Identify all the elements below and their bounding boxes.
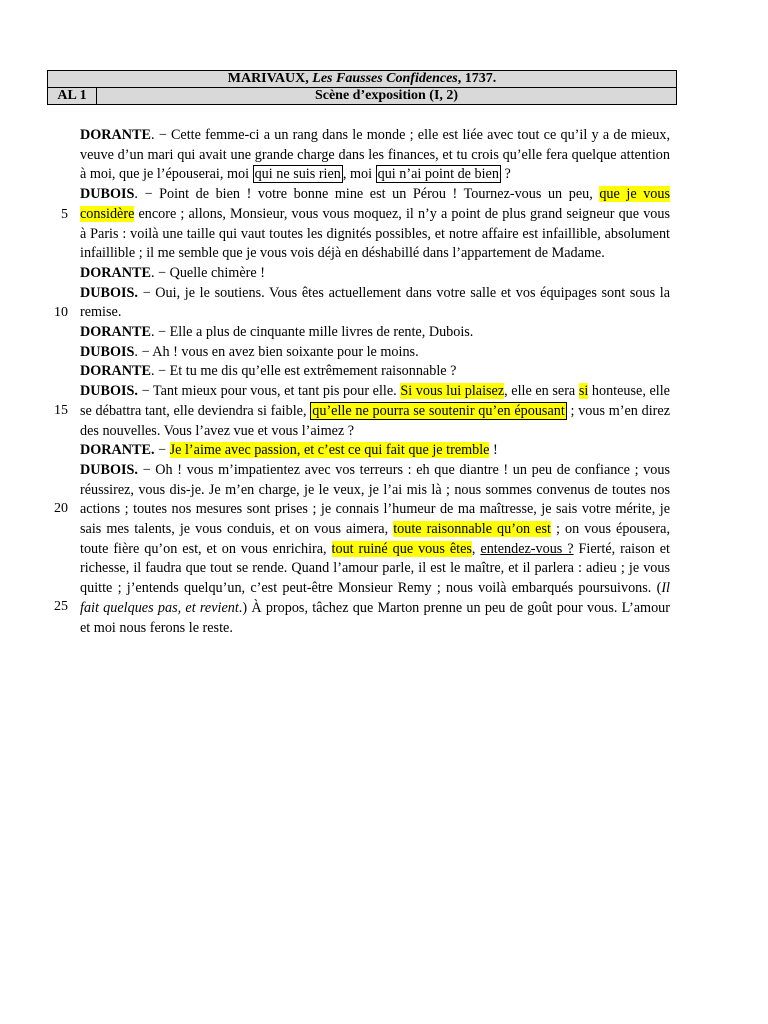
- speaker-name: DORANTE: [80, 324, 151, 341]
- reply-dubois-1: DUBOIS. − Point de bien ! votre bonne mine est un Pérou ! Tournez-vous un peu, que je vous considère encore ; allons, Monsieur, vous vous moquez, il n’y a point de plus grand seigneur que vous à Paris : voilà une taille qui vaut toutes les dignités possibles, et notre affaire est infaillible, absolument infaillible ; il me semble que je vous vois déjà en déshabillé dans l’appartement de Madame.: [80, 186, 670, 262]
- line-number-20: 20: [54, 501, 68, 516]
- reply-dubois-3: DUBOIS. − Ah ! vous en avez bien soixante pour le moins.: [80, 343, 419, 360]
- underlined-phrase: entendez-vous ?: [480, 540, 574, 557]
- speaker-name: DUBOIS: [80, 343, 135, 360]
- speaker-name: DORANTE: [80, 264, 151, 281]
- speaker-name: DUBOIS.: [80, 461, 138, 478]
- speaker-name: DUBOIS.: [80, 284, 138, 301]
- scene-label: Scène d’exposition (I, 2): [97, 88, 677, 105]
- highlighted-phrase: Si vous lui plaisez: [400, 383, 505, 400]
- highlighted-phrase: Je l’aime avec passion, et c’est ce qui fait que je tremble: [169, 442, 490, 459]
- header-table: [47, 70, 677, 105]
- reply-dorante-4: DORANTE. − Et tu me dis qu’elle est extrêmement raisonnable ?: [80, 363, 457, 380]
- boxed-phrase: qui ne suis rien: [254, 166, 341, 183]
- speaker-name: DORANTE: [80, 127, 151, 143]
- reply-dubois-2: DUBOIS. − Oui, je le soutiens. Vous êtes actuellement dans votre salle et vos équipages sont sous la remise.: [80, 284, 670, 321]
- line-number-10: 10: [54, 305, 68, 320]
- highlighted-phrase: que je vous considère: [80, 186, 670, 222]
- highlighted-phrase: toute raisonnable qu’on est: [393, 521, 551, 538]
- highlighted-phrase: tout ruiné que vous êtes: [331, 540, 472, 557]
- stage-direction: Il fait quelques pas, et revient: [80, 580, 670, 616]
- title-cell: [48, 71, 677, 88]
- speaker-name: DORANTE.: [80, 442, 155, 459]
- reply-dorante-3: DORANTE. − Elle a plus de cinquante mille livres de rente, Dubois.: [80, 324, 474, 341]
- play-text: [80, 126, 670, 638]
- boxed-phrase: qui n’ai point de bien: [377, 166, 499, 183]
- speaker-name: DORANTE: [80, 363, 151, 380]
- author: MARIVAUX,: [227, 71, 313, 86]
- speaker-name: DUBOIS.: [80, 383, 138, 400]
- al-label: AL 1: [48, 88, 97, 105]
- line-number-15: 15: [54, 403, 68, 418]
- reply-dorante-5: DORANTE. − Je l’aime avec passion, et c’est ce qui fait que je tremble !: [80, 442, 498, 459]
- highlighted-phrase: si: [578, 383, 589, 400]
- line-number-25: 25: [54, 599, 68, 614]
- reply-dubois-4: DUBOIS. − Tant mieux pour vous, et tant pis pour elle. Si vous lui plaisez, elle en sera si honteuse, elle se débattra tant, elle deviendra si faible, qu’elle ne pourra se soutenir qu’en épousant ; vous m’en direz des nouvelles. Vous l’avez vue et vous l’aimez ?: [80, 383, 671, 439]
- line-number-5: 5: [61, 207, 68, 222]
- work-title: Les Fausses Confidences: [312, 71, 458, 86]
- year: , 1737.: [457, 71, 497, 86]
- reply-dubois-5: DUBOIS. − Oh ! vous m’impatientez avec vos terreurs : eh que diantre ! un peu de confiance ; vous réussirez, vous dis-je. Je m’en charge, je le veux, je l’ai mis là ; nous sommes convenus de toutes nos actions ; toutes nos mesures sont prises ; je connais l’humeur de ma maîtresse, je sais votre mérite, je sais mes talents, je vous conduis, et on vous aimera, toute raisonnable qu’on est ; on vous épousera, toute fière qu’on est, et on vous enrichira, tout ruiné que vous êtes, entendez-vous ? Fierté, raison et richesse, il faudra que tout se rende. Quand l’amour parle, il est le maître, et il parlera : adieu ; je vous quitte ; j’entends quelqu’un, c’est peut-être Monsieur Remy ; nous voilà embarqués poursuivons. (Il fait quelques pas, et revient.) À propos, tâchez que Marton prenne un peu de goût pour vous. L’amour et moi nous ferons le reste.: [80, 461, 671, 636]
- reply-dorante-1: DORANTE. − Cette femme-ci a un rang dans le monde ; elle est liée avec tout ce qu’il y a de mieux, veuve d’un mari qui avait une grande charge dans les finances, et tu crois qu’elle fera quelque attention à moi, que je l’épouserai, moi qui ne suis rien , moi qui n’ai point de bien ?: [80, 127, 670, 183]
- speaker-name: DUBOIS: [80, 186, 135, 203]
- reply-dorante-2: DORANTE. − Quelle chimère !: [80, 264, 265, 281]
- highlighted-boxed-phrase: qu’elle ne pourra se soutenir qu’en épousant: [312, 402, 565, 419]
